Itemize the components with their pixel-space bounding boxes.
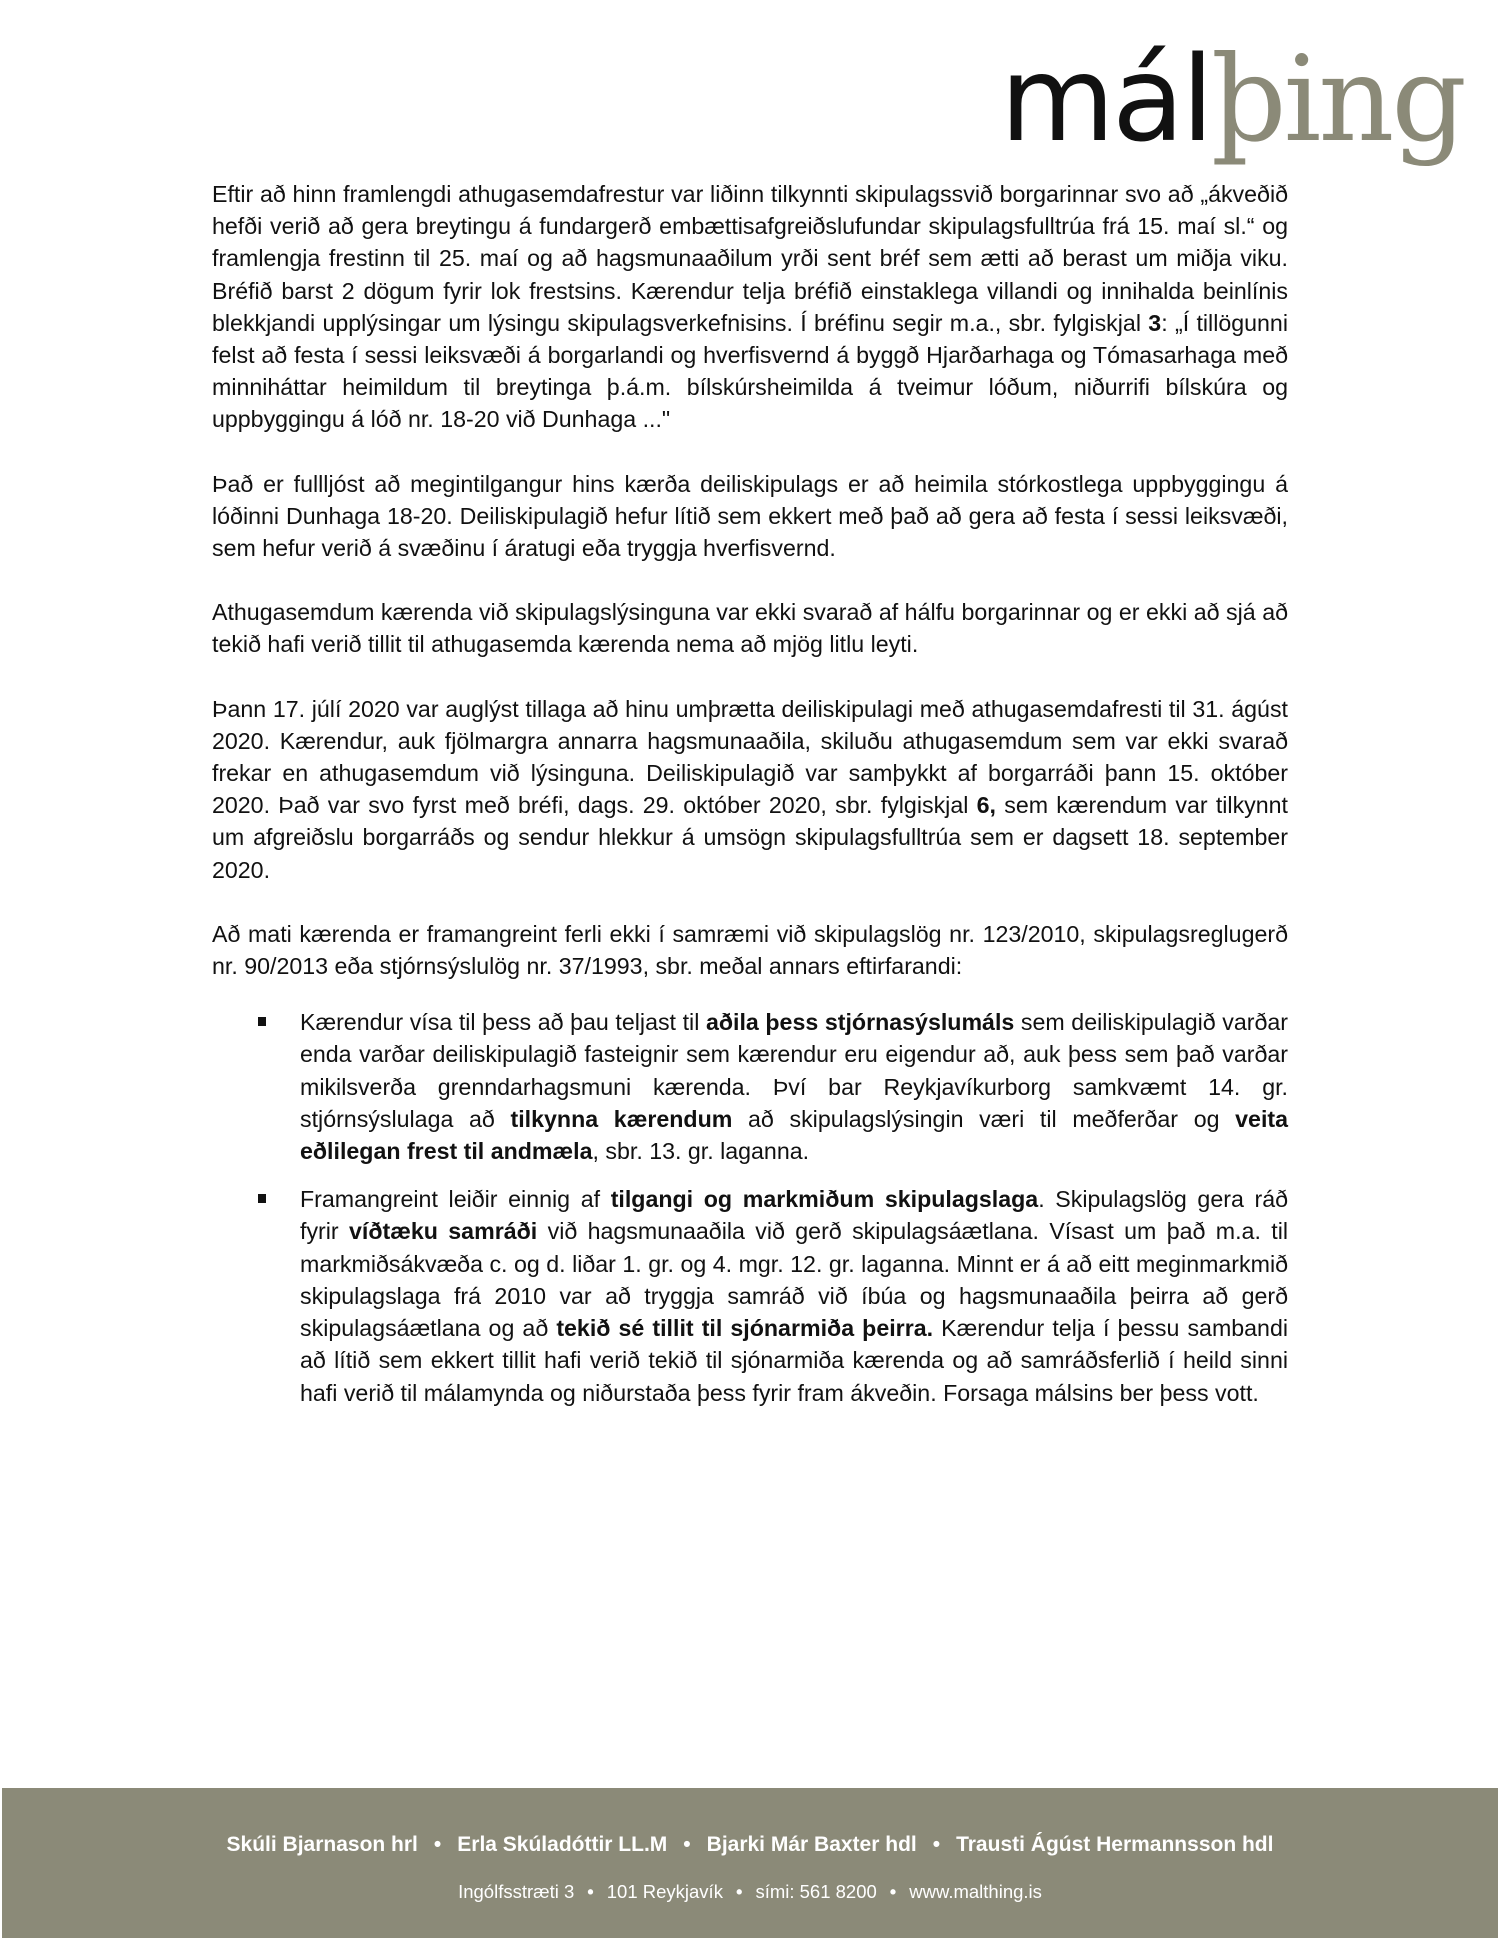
- bullet-separator-icon: •: [735, 1881, 743, 1902]
- bullet-separator-icon: •: [889, 1881, 897, 1902]
- logo-light-part: þing: [1211, 30, 1464, 168]
- exhibit-ref-6: 6,: [976, 792, 996, 819]
- website-link[interactable]: www.malthing.is: [909, 1881, 1042, 1902]
- bullet-bold: víðtæku samráði: [349, 1218, 538, 1245]
- paragraph-3: Athugasemdum kærenda við skipulagslýsinguna var ekki svarað af hálfu borgarinnar og er ekki að sjá að tekið hafi verið tillit til athugasemda kærenda nema að mjög litlu leyti.: [212, 599, 1288, 658]
- bullet-bold: veita eðlilegan frest til andmæla: [300, 1105, 1289, 1165]
- malthing-logo: [1000, 30, 1464, 168]
- bullet-separator-icon: •: [433, 1833, 442, 1856]
- list-item: [212, 1006, 1288, 1167]
- bullet-text: Kærendur telja í þessu sambandi að lítið sem ekkert tillit hafi verið tekið til sjónarmiða kærenda og að samráðsferlið í heild sinni hafi verið til málamynda og niðurstaða þess fyrir fram ákveðin. Forsaga málsins ber þess vott.: [300, 1315, 1288, 1406]
- bullet-text: við hagsmunaaðila við gerð skipulagsáætlana. Vísast um það m.a. til markmiðsákvæða c. og d. liðar 1. gr. og 4. mgr. 12. gr. laganna. Minnt er á að eitt meginmarkmið skipulagslaga frá 2010 var að tryggja samráð við íbúa og hagsmunaaðila þeirra að gerð skipulagsáætlana og að: [300, 1218, 1289, 1342]
- paragraph-1-quote: : „Í tillögunni felst að festa í sessi leiksvæði á borgarlandi og hverfisvernd á byggð Hjarðarhaga og Tómasarhaga með minniháttar heimildum til breytinga þ.á.m. bílskúrsheimilda á tveimur lóðum, niðurrifi bílskúra og uppbyggingu á lóð nr. 18-20 við Dunhaga ...": [212, 309, 1288, 433]
- phone: sími: 561 8200: [755, 1881, 877, 1902]
- square-bullet-icon: [258, 1194, 266, 1203]
- square-bullet-icon: [258, 1017, 266, 1026]
- argument-list: [212, 1006, 1288, 1408]
- bullet-bold: aðila þess stjórnasýslumáls: [705, 1009, 1015, 1036]
- bullet-text: sem deiliskipulagið varðar enda varðar deiliskipulagið fasteignir sem kærendur eru eigendur að, auk þess sem það varðar mikilsverða grenndarhagsmuni kærenda. Því bar Reykjavíkurborg samkvæmt 14. gr. stjórnsýslulaga að: [300, 1009, 1288, 1132]
- bullet-text: . Skipulagslög gera ráð fyrir: [300, 1186, 1288, 1245]
- city: 101 Reykjavík: [606, 1881, 723, 1902]
- document-body: [212, 178, 1288, 1425]
- bullet-bold: tekið sé tillit til sjónarmiða þeirra.: [556, 1315, 934, 1342]
- paragraph-4-text: Þann 17. júlí 2020 var auglýst tillaga að hinu umþrætta deiliskipulagi með athugasemdafresti til 31. ágúst 2020. Kærendur, auk fjölmargra annarra hagsmunaaðila, skiluðu athugasemdum sem var ekki svarað frekar en athugasemdum við lýsinguna. Deiliskipulagið var samþykkt af borgarráði þann 15. október 2020. Það var svo fyrst með bréfi, dags. 29. október 2020, sbr. fylgiskjal: [212, 695, 1288, 819]
- logo-dark-part: mál: [1000, 30, 1212, 168]
- bullet-text: Framangreint leiðir einnig af: [300, 1186, 611, 1213]
- list-item: [212, 1183, 1288, 1408]
- paragraph-2: Það er fullljóst að megintilgangur hins kærða deiliskipulags er að heimila stórkostlega uppbyggingu á lóðinni Dunhaga 18-20. Deiliskipulagið hefur lítið sem ekkert með það að gera að festa í sessi leiksvæði, sem hefur verið á svæðinu í áratugi eða tryggja hverfisvernd.: [212, 470, 1288, 562]
- exhibit-ref-3: 3: [1148, 309, 1162, 336]
- partner-name: Trausti Ágúst Hermannsson hdl: [956, 1833, 1274, 1856]
- bullet-text: , sbr. 13. gr. laganna.: [592, 1138, 810, 1165]
- bullet-bold: tilkynna kærendum: [510, 1105, 733, 1132]
- paragraph-4-text-end: sem kærendum var tilkynnt um afgreiðslu borgarráðs og sendur hlekkur á umsögn skipulagsfulltrúa sem er dagsett 18. september 2020.: [212, 792, 1288, 883]
- paragraph-5: Að mati kærenda er framangreint ferli ekki í samræmi við skipulagslög nr. 123/2010, skipulagsreglugerð nr. 90/2013 eða stjórnsýslulög nr. 37/1993, sbr. meðal annars eftirfarandi:: [212, 920, 1288, 980]
- bullet-separator-icon: •: [932, 1833, 941, 1856]
- partner-names: [2, 1833, 1498, 1857]
- partner-name: Erla Skúladóttir LL.M: [457, 1833, 668, 1856]
- bullet-text: Kærendur vísa til þess að þau teljast til: [300, 1009, 706, 1036]
- letterhead-footer: [2, 1788, 1498, 1938]
- contact-info: [2, 1881, 1498, 1903]
- paragraph-1: [212, 178, 1288, 436]
- street-address: Ingólfsstræti 3: [458, 1881, 575, 1902]
- bullet-separator-icon: •: [587, 1881, 594, 1902]
- paragraph-4: [212, 693, 1288, 886]
- partner-name: Bjarki Már Baxter hdl: [706, 1833, 917, 1856]
- bullet-text: að skipulagslýsingin væri til meðferðar og: [732, 1105, 1236, 1132]
- paragraph-1-text: Eftir að hinn framlengdi athugasemdafrestur var liðinn tilkynnti skipulagssvið borgarinnar svo að „ákveðið hefði verið að gera breytingu á fundargerð embættisafgreiðslufundar skipulagsfulltrúa frá 15. maí sl.“ og framlengja frestinn til 25. maí og að hagsmunaaðilum yrði sent bréf sem ætti að berast um miðja viku. Bréfið barst 2 dögum fyrir lok frestsins. Kærendur telja bréfið einstaklega villandi og innihalda beinlínis blekkjandi upplýsingar um lýsingu skipulagsverkefnisins. Í bréfinu segir m.a., sbr. fylgiskjal: [212, 181, 1288, 336]
- bullet-separator-icon: •: [683, 1833, 691, 1856]
- partner-name: Skúli Bjarnason hrl: [226, 1833, 418, 1856]
- bullet-bold: tilgangi og markmiðum skipulagslaga: [610, 1186, 1039, 1213]
